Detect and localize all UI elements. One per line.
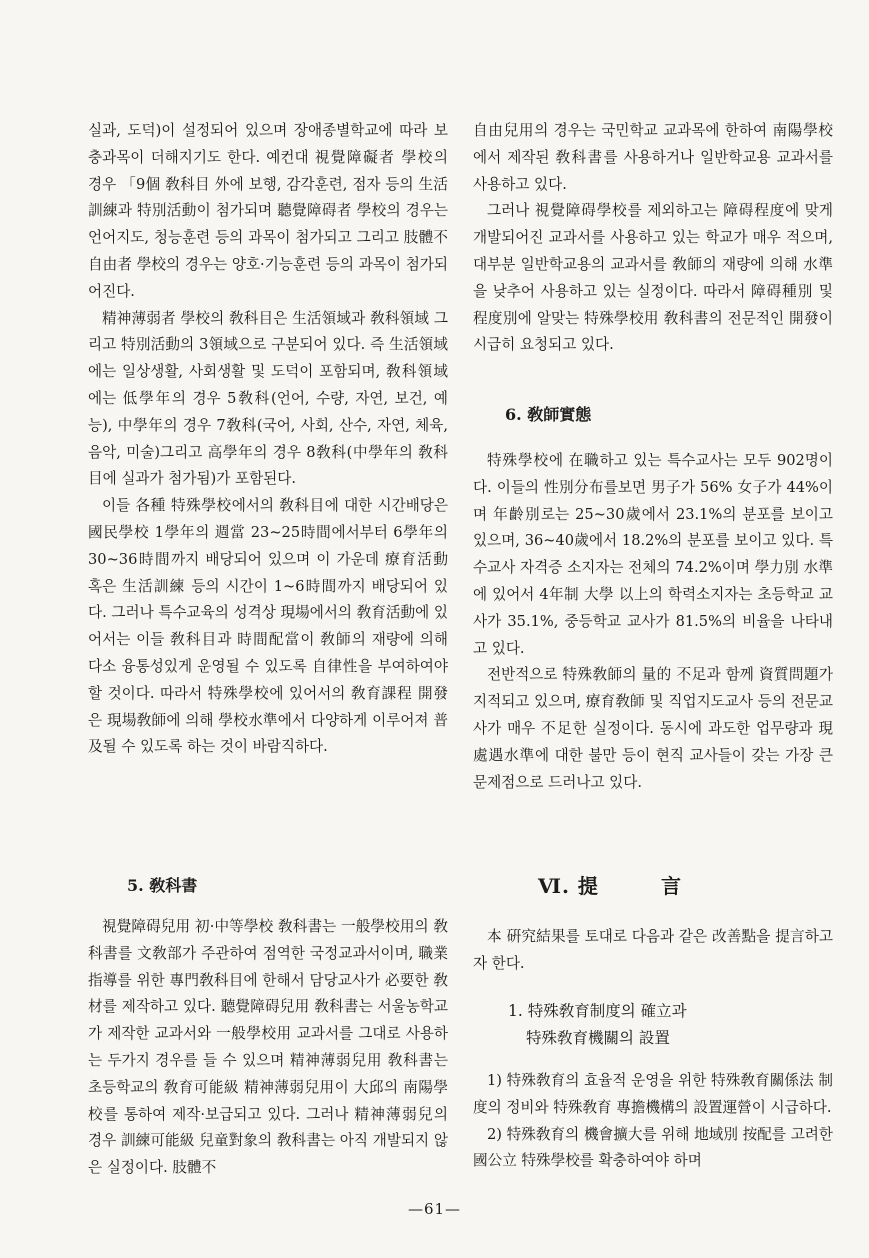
body-paragraph: 視覺障碍兒用 初·中等學校 敎科書는 一般學校用의 敎科書를 文敎部가 주관하여 점역한 국정교과서이며, 職業指導를 위한 專門敎科目에 한해서 담당교사가 必要한 敎材를 제작하고 있다. 聽覺障碍兒用 敎科書는 서울농학교가 제작한 교과서와 一般學校用 교과서를 그대로 사용하는 두가지 경우를 들 수 있으며 精神薄弱兒用 敎科書는 초등학교의 敎育可能級 精神薄弱兒用이 大邱의 南陽學校를 통하여 제작·보급되고 있다. 그러나 精神薄弱兒의 경우 訓練可能級 兒童對象의 敎科書는 아직 개발되지 않은 실정이다. 肢體不 <box>88 918 448 1177</box>
body-paragraph: 전반적으로 特殊敎師의 量的 不足과 함께 資質問題가 지적되고 있으며, 療育敎師 및 직업지도교사 등의 전문교사가 매우 不足한 실정이다. 동시에 과도한 업무량과 現 處遇水準에 대한 불만 등이 현직 교사들이 갖는 가장 큰 문제점으로 드러나고 있다. <box>473 666 833 791</box>
chapter-word: 言 <box>660 874 682 898</box>
textbooks-section <box>88 914 448 1182</box>
body-paragraph: 이들 各種 特殊學校에서의 敎科目에 대한 시간배당은 國民學校 1學年의 週當 23~25時間에서부터 6學年의 30~36時間까지 배당되어 있으며 이 가운데 療育活動 혹은 生活訓練 등의 시간이 1~6時間까지 배당되어 있다. 그러나 특수교육의 성격상 現場에서의 敎育活動에 있어서는 이들 敎科目과 時間配當이 敎師의 재량에 의해 다소 융통성있게 운영될 수 있도록 自律性을 부여하여야 할 것이다. 따라서 特殊學校에 있어서의 敎育課程 開發은 現場敎師에 의해 學校水準에서 다양하게 이루어져 普及될 수 있도록 하는 것이 바람직하다. <box>88 497 448 756</box>
chapter-heading <box>538 870 682 899</box>
subsection-heading-line: 1. 特殊敎育制度의 確立과 <box>508 1002 687 1020</box>
teachers-section <box>473 448 833 796</box>
body-paragraph: 本 硏究結果를 토대로 다음과 같은 改善點을 提言하고자 한다. <box>473 928 833 972</box>
body-paragraph: 自由兒用의 경우는 국민학교 교과목에 한하여 南陽學校에서 제작된 敎科書를 사용하거나 일반학교용 교과서를 사용하고 있다. <box>473 122 833 193</box>
chapter-number: Ⅵ. 提 <box>538 874 599 898</box>
left-column <box>88 118 448 761</box>
body-paragraph: 그러나 視覺障碍學校를 제외하고는 障碍程度에 맞게 개발되어진 교과서를 사용하고 있는 학교가 매우 적으며, 대부분 일반학교용의 교과서를 敎師의 재량에 의해 水準을 낮추어 사용하고 있는 실정이다. 따라서 障碍種別 및 程度別에 알맞는 特殊學校用 敎科書의 전문적인 開發이 시급히 요청되고 있다. <box>473 202 833 354</box>
page-number: —61— <box>407 1200 462 1218</box>
body-paragraph: 실과, 도덕)이 설정되어 있으며 장애종별학교에 따라 보충과목이 더해지기도 한다. 예컨대 視覺障礙者 學校의 경우 「9個 敎科目 外에 보행, 감각훈련, 점자 등의 生活訓練과 特別活動이 첨가되며 聽覺障碍者 學校의 경우는 언어지도, 청능훈련 등의 과목이 첨가되고 그리고 肢體不自由者 學校의 경우는 양호·기능훈련 등의 과목이 첨가되어진다. <box>88 122 448 300</box>
body-paragraph: 特殊學校에 在職하고 있는 특수교사는 모두 902명이다. 이들의 性別分布를보면 男子가 56% 女子가 44%이며 年齡別로는 25~30歲에서 23.1%의 분포를 보이고 있으며, 36~40歲에서 18.2%의 분포를 보이고 있다. 특수교사 자격증 소지자는 전체의 74.2%이며 學力別 水準에 있어서 4年制 大學 以上의 학력소지자는 초등학교 교사가 35.1%, 중등학교 교사가 81.5%의 비율을 나타내고 있다. <box>473 452 833 657</box>
right-column <box>473 118 833 359</box>
section-heading-textbooks: 5. 敎科書 <box>127 876 198 895</box>
body-paragraph: 2) 特殊敎育의 機會擴大를 위해 地域別 按配를 고려한 國公立 特殊學校를 확충하여야 하며 <box>473 1125 833 1170</box>
subsection-heading-line: 特殊敎育機關의 設置 <box>526 1029 670 1047</box>
subsection-heading <box>508 998 687 1052</box>
chapter-intro <box>473 924 833 978</box>
body-paragraph: 1) 特殊敎育의 효율적 운영을 위한 特殊敎育關係法 制度의 정비와 特殊敎育 專擔機構의 設置運營이 시급하다. <box>473 1072 833 1116</box>
subsection-body <box>473 1068 833 1175</box>
body-paragraph: 精神薄弱者 學校의 敎科目은 生活領域과 敎科領域 그리고 特別活動의 3領域으로 구분되어 있다. 즉 生活領域에는 일상생활, 사회생활 및 도덕이 포함되며, 敎科領域에는 低學年의 경우 5敎科(언어, 수량, 자연, 보건, 예능), 中學年의 경우 7敎科(국어, 사회, 산수, 자연, 체육, 음악, 미술)그리고 高學年의 경우 8敎科(中學年의 敎科目에 실과가 첨가됨)가 포함된다. <box>88 309 448 488</box>
section-heading-teachers: 6. 敎師實態 <box>505 405 592 424</box>
